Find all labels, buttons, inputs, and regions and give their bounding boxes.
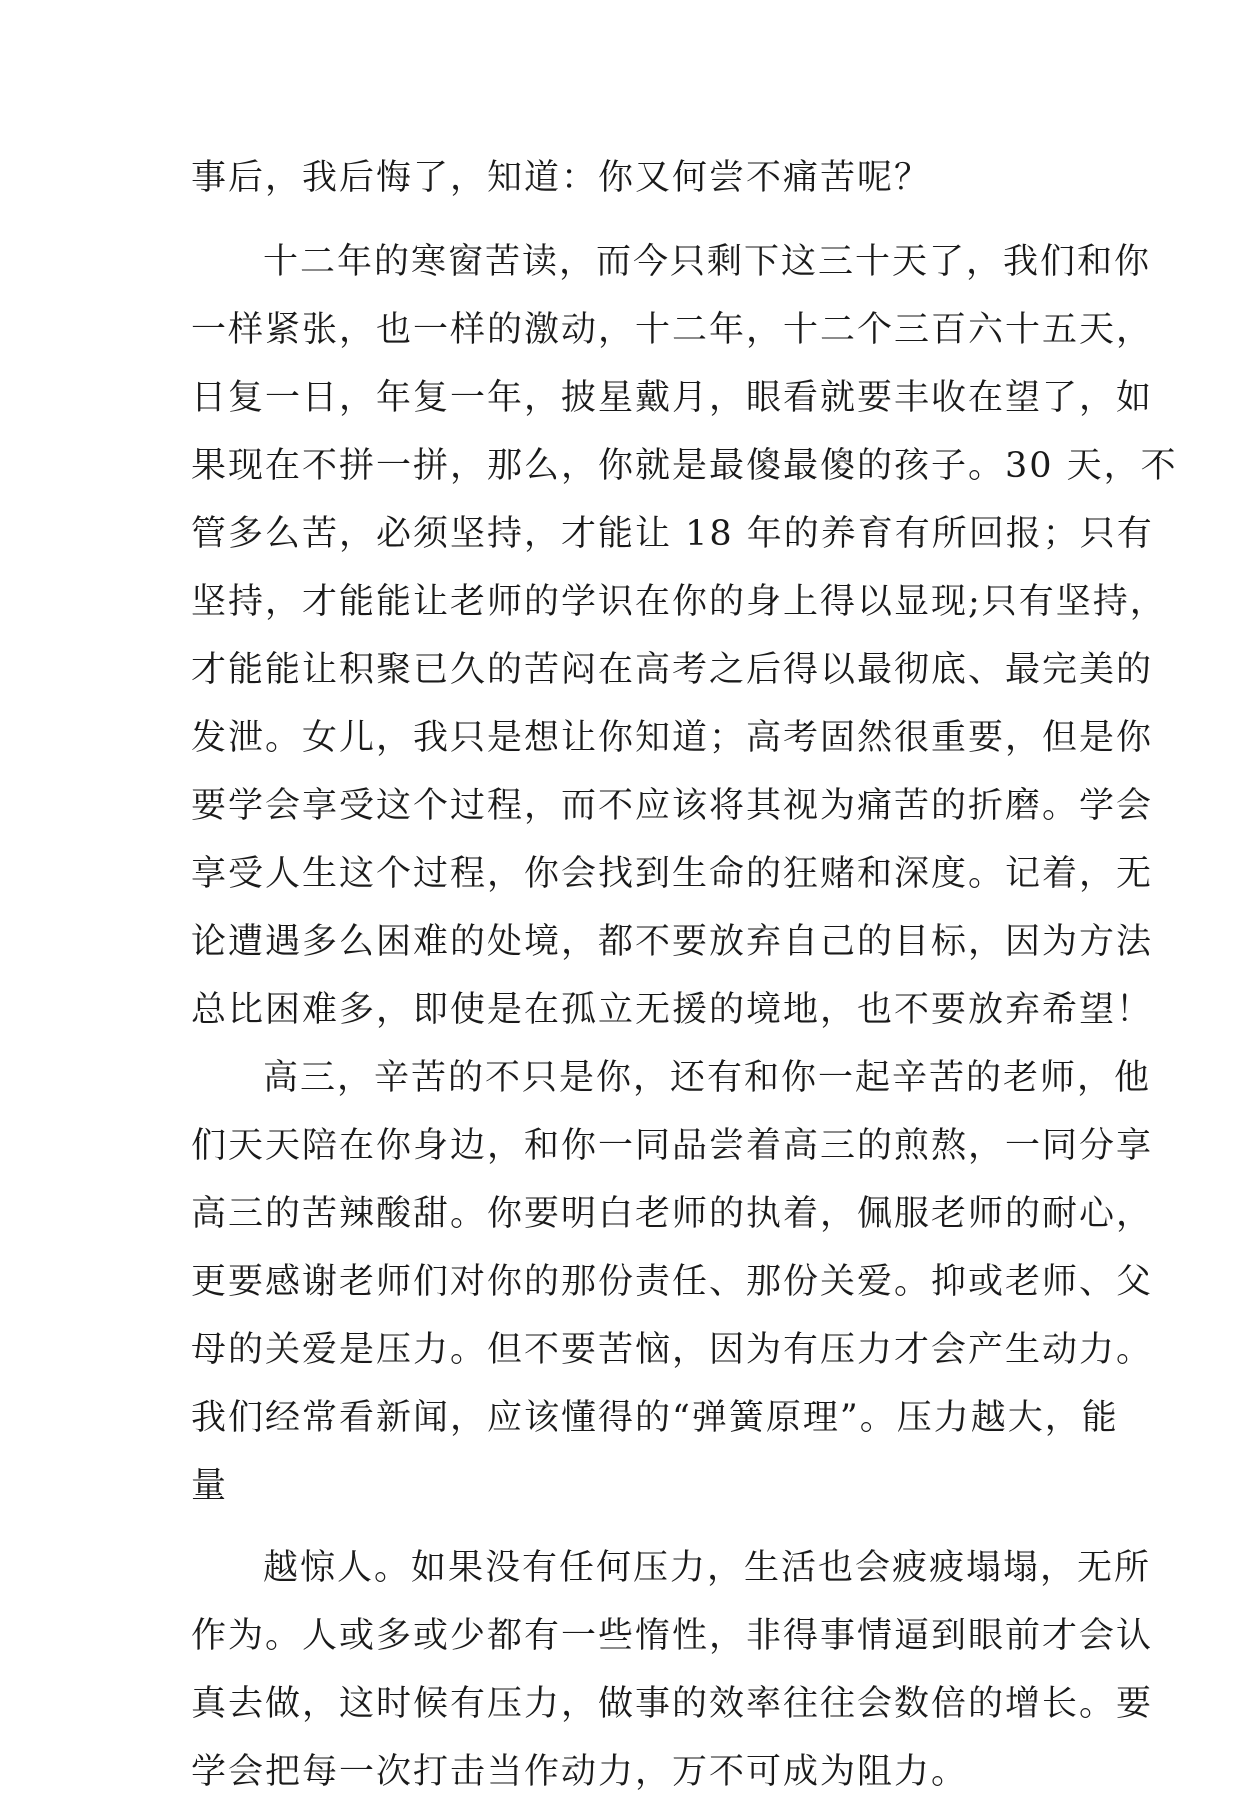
paragraph-2 [191,228,1178,1044]
text-line: 发泄。女儿，我只是想让你知道；高考固然很重要，但是你 [191,718,1154,758]
text-line: 作为。人或多或少都有一些惰性，非得事情逼到眼前才会认 [191,1616,1154,1656]
paragraph-3 [191,1044,1154,1520]
text-line: 坚持，才能能让老师的学识在你的身上得以显现;只有坚持， [191,582,1167,622]
text-line: 管多么苦，必须坚持，才能让 18 年的养育有所回报；只有 [191,514,1154,554]
paragraph-gap [191,1520,1071,1534]
text-line: 学会把每一次打击当作动力，万不可成为阻力。 [191,1752,969,1792]
text-line: 论遭遇多么困难的处境，都不要放弃自己的目标，因为方法 [191,922,1154,962]
text-line: 我们经常看新闻，应该懂得的“弹簧原理”。压力越大，能 [191,1398,1119,1438]
text-line: 高三的苦辣酸甜。你要明白老师的执着，佩服老师的耐心， [191,1194,1154,1234]
text-line: 才能能让积聚已久的苦闷在高考之后得以最彻底、最完美的 [191,650,1154,690]
text-line: 十二年的寒窗苦读，而今只剩下这三十天了，我们和你 [263,242,1152,282]
paragraph-4 [191,1534,1154,1806]
text-line: 总比困难多，即使是在孤立无援的境地，也不要放弃希望！ [191,990,1154,1030]
text-line: 日复一日，年复一年，披星戴月，眼看就要丰收在望了，如 [191,378,1154,418]
text-line: 果现在不拼一拼，那么，你就是最傻最傻的孩子。30 天，不 [191,446,1178,486]
paragraph-1 [191,160,1071,228]
document-body [191,158,1178,1806]
text-line: 一样紧张，也一样的激动，十二年，十二个三百六十五天， [191,310,1154,350]
text-line: 要学会享受这个过程，而不应该将其视为痛苦的折磨。学会 [191,786,1154,826]
text-line: 越惊人。如果没有任何压力，生活也会疲疲塌塌，无所 [263,1548,1152,1588]
text-line: 事后，我后悔了，知道：你又何尝不痛苦呢？ [191,158,932,198]
text-line: 高三，辛苦的不只是你，还有和你一起辛苦的老师，他 [263,1058,1152,1098]
text-line: 量 [191,1466,229,1506]
text-line: 真去做，这时候有压力，做事的效率往往会数倍的增长。要 [191,1684,1154,1724]
text-line: 更要感谢老师们对你的那份责任、那份关爱。抑或老师、父 [191,1262,1154,1302]
text-line: 母的关爱是压力。但不要苦恼，因为有压力才会产生动力。 [191,1330,1154,1370]
text-line: 享受人生这个过程，你会找到生命的狂赌和深度。记着，无 [191,854,1154,894]
text-line: 们天天陪在你身边，和你一同品尝着高三的煎熬，一同分享 [191,1126,1154,1166]
